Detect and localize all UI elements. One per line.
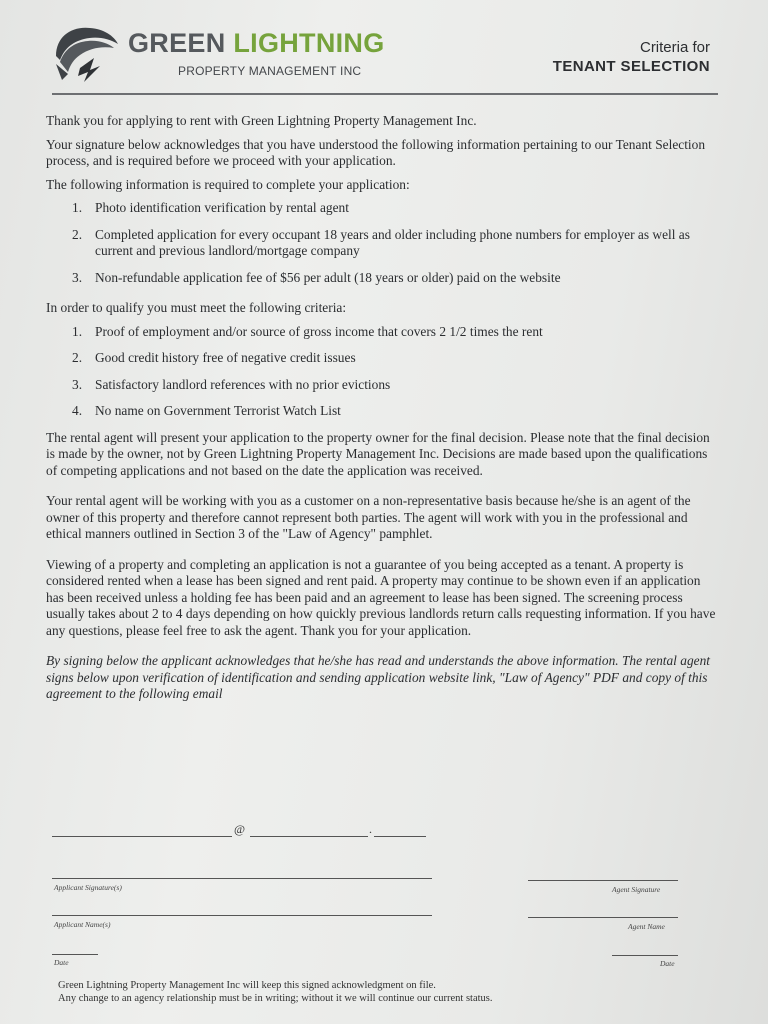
paragraph-final-decision: The rental agent will present your application to the property owner for the final decision. Please note that the final decision is made by the owner, not by Green Lightning Property Management Inc. Decisions are made based upon the qualifications of competing applications and not based on the date the application was received. (46, 429, 710, 478)
email-at-sign: @ (234, 822, 246, 836)
agent-signature-line[interactable] (528, 880, 678, 881)
logo-emblem-icon (50, 22, 122, 84)
document-body (46, 113, 718, 710)
brand-subtitle: PROPERTY MANAGEMENT INC (178, 64, 362, 78)
required-info-list (46, 200, 718, 286)
criteria-heading: In order to qualify you must meet the following criteria: (46, 300, 347, 315)
applicant-name-label: Applicant Name(s) (54, 920, 111, 929)
signing-acknowledgement: By signing below the applicant acknowledges that he/she has read and understands the above information. The rental agent signs below upon verification of identification and sending application website link, "Law of Agency" PDF and copy of this agreement to the following email (46, 653, 710, 701)
document-title-line1: Criteria for (639, 39, 710, 56)
list-item: 4. No name on Government Terrorist Watch List (72, 403, 341, 418)
list-item: 1. Photo identification verification by rental agent (72, 200, 349, 215)
document-title (553, 38, 710, 76)
list-item: 2. Completed application for every occupant 18 years and older including phone numbers for employer as well as current and previous landlord/mortgage company (72, 226, 690, 258)
applicant-signature-line[interactable] (52, 878, 432, 879)
list-item: 1. Proof of employment and/or source of gross income that covers 2 1/2 times the rent (72, 323, 543, 339)
email-user-line[interactable] (52, 836, 232, 837)
agent-name-label: Agent Name (628, 922, 665, 931)
list-item: 2. Good credit history free of negative credit issues (72, 350, 356, 365)
applicant-name-line[interactable] (52, 915, 432, 916)
paragraph-agency: Your rental agent will be working with you as a customer on a non-representative basis because he/she is an agent of the owner of this property and therefore cannot represent both parties. The agent will work with you in the professional and ethical manners outlined in Section 3 of the "Law of Agency" pamphlet. (46, 493, 691, 541)
email-dot: . (369, 822, 372, 836)
email-domain-line[interactable] (250, 836, 368, 837)
document-title-line2: TENANT SELECTION (552, 58, 710, 75)
list-item: 3. Satisfactory landlord references with no prior evictions (72, 376, 391, 392)
agent-signature-label: Agent Signature (612, 885, 661, 894)
required-info-heading: The following information is required to complete your application: (46, 176, 410, 192)
paragraph-screening: Viewing of a property and completing an application is not a guarantee of you being accepted as a tenant. A property is considered rented when a lease has been signed and rent paid. A property may continue to be shown even if an application has been received unless a holding fee has been paid and an agreement to lease has been signed. The screening process usually takes about 2 to 4 days depending on how quickly previous landlords return calls requesting information. If you have any questions, please feel free to ask the agent. Thank you for your application. (46, 556, 716, 638)
brand-name-green: GREEN (128, 28, 226, 58)
intro-thanks: Thank you for applying to rent with Green Lightning Property Management Inc. (46, 113, 477, 128)
agent-date-line[interactable] (612, 955, 678, 956)
applicant-signature-label: Applicant Signature(s) (54, 883, 122, 892)
brand-name (128, 28, 385, 59)
applicant-date-label: Date (54, 958, 69, 967)
footer-line-2: Any change to an agency relationship must be in writing; without it we will continue our current status. (58, 993, 493, 1004)
intro-acknowledgement: Your signature below acknowledges that you have understood the following information pertaining to our Tenant Selection process, and is required before we proceed with your application. (46, 136, 706, 168)
footer-note (58, 979, 493, 1005)
brand-name-lightning: LIGHTNING (233, 28, 385, 58)
agent-date-label: Date (660, 959, 675, 968)
applicant-date-line[interactable] (52, 954, 98, 955)
agent-name-line[interactable] (528, 917, 678, 918)
company-logo (50, 22, 385, 90)
header-divider (52, 93, 718, 95)
email-tld-line[interactable] (374, 836, 426, 837)
list-item: 3. Non-refundable application fee of $56 per adult (18 years or older) paid on the website (72, 269, 561, 285)
footer-line-1: Green Lightning Property Management Inc will keep this signed acknowledgment on file. (58, 980, 436, 991)
criteria-list (46, 324, 718, 420)
